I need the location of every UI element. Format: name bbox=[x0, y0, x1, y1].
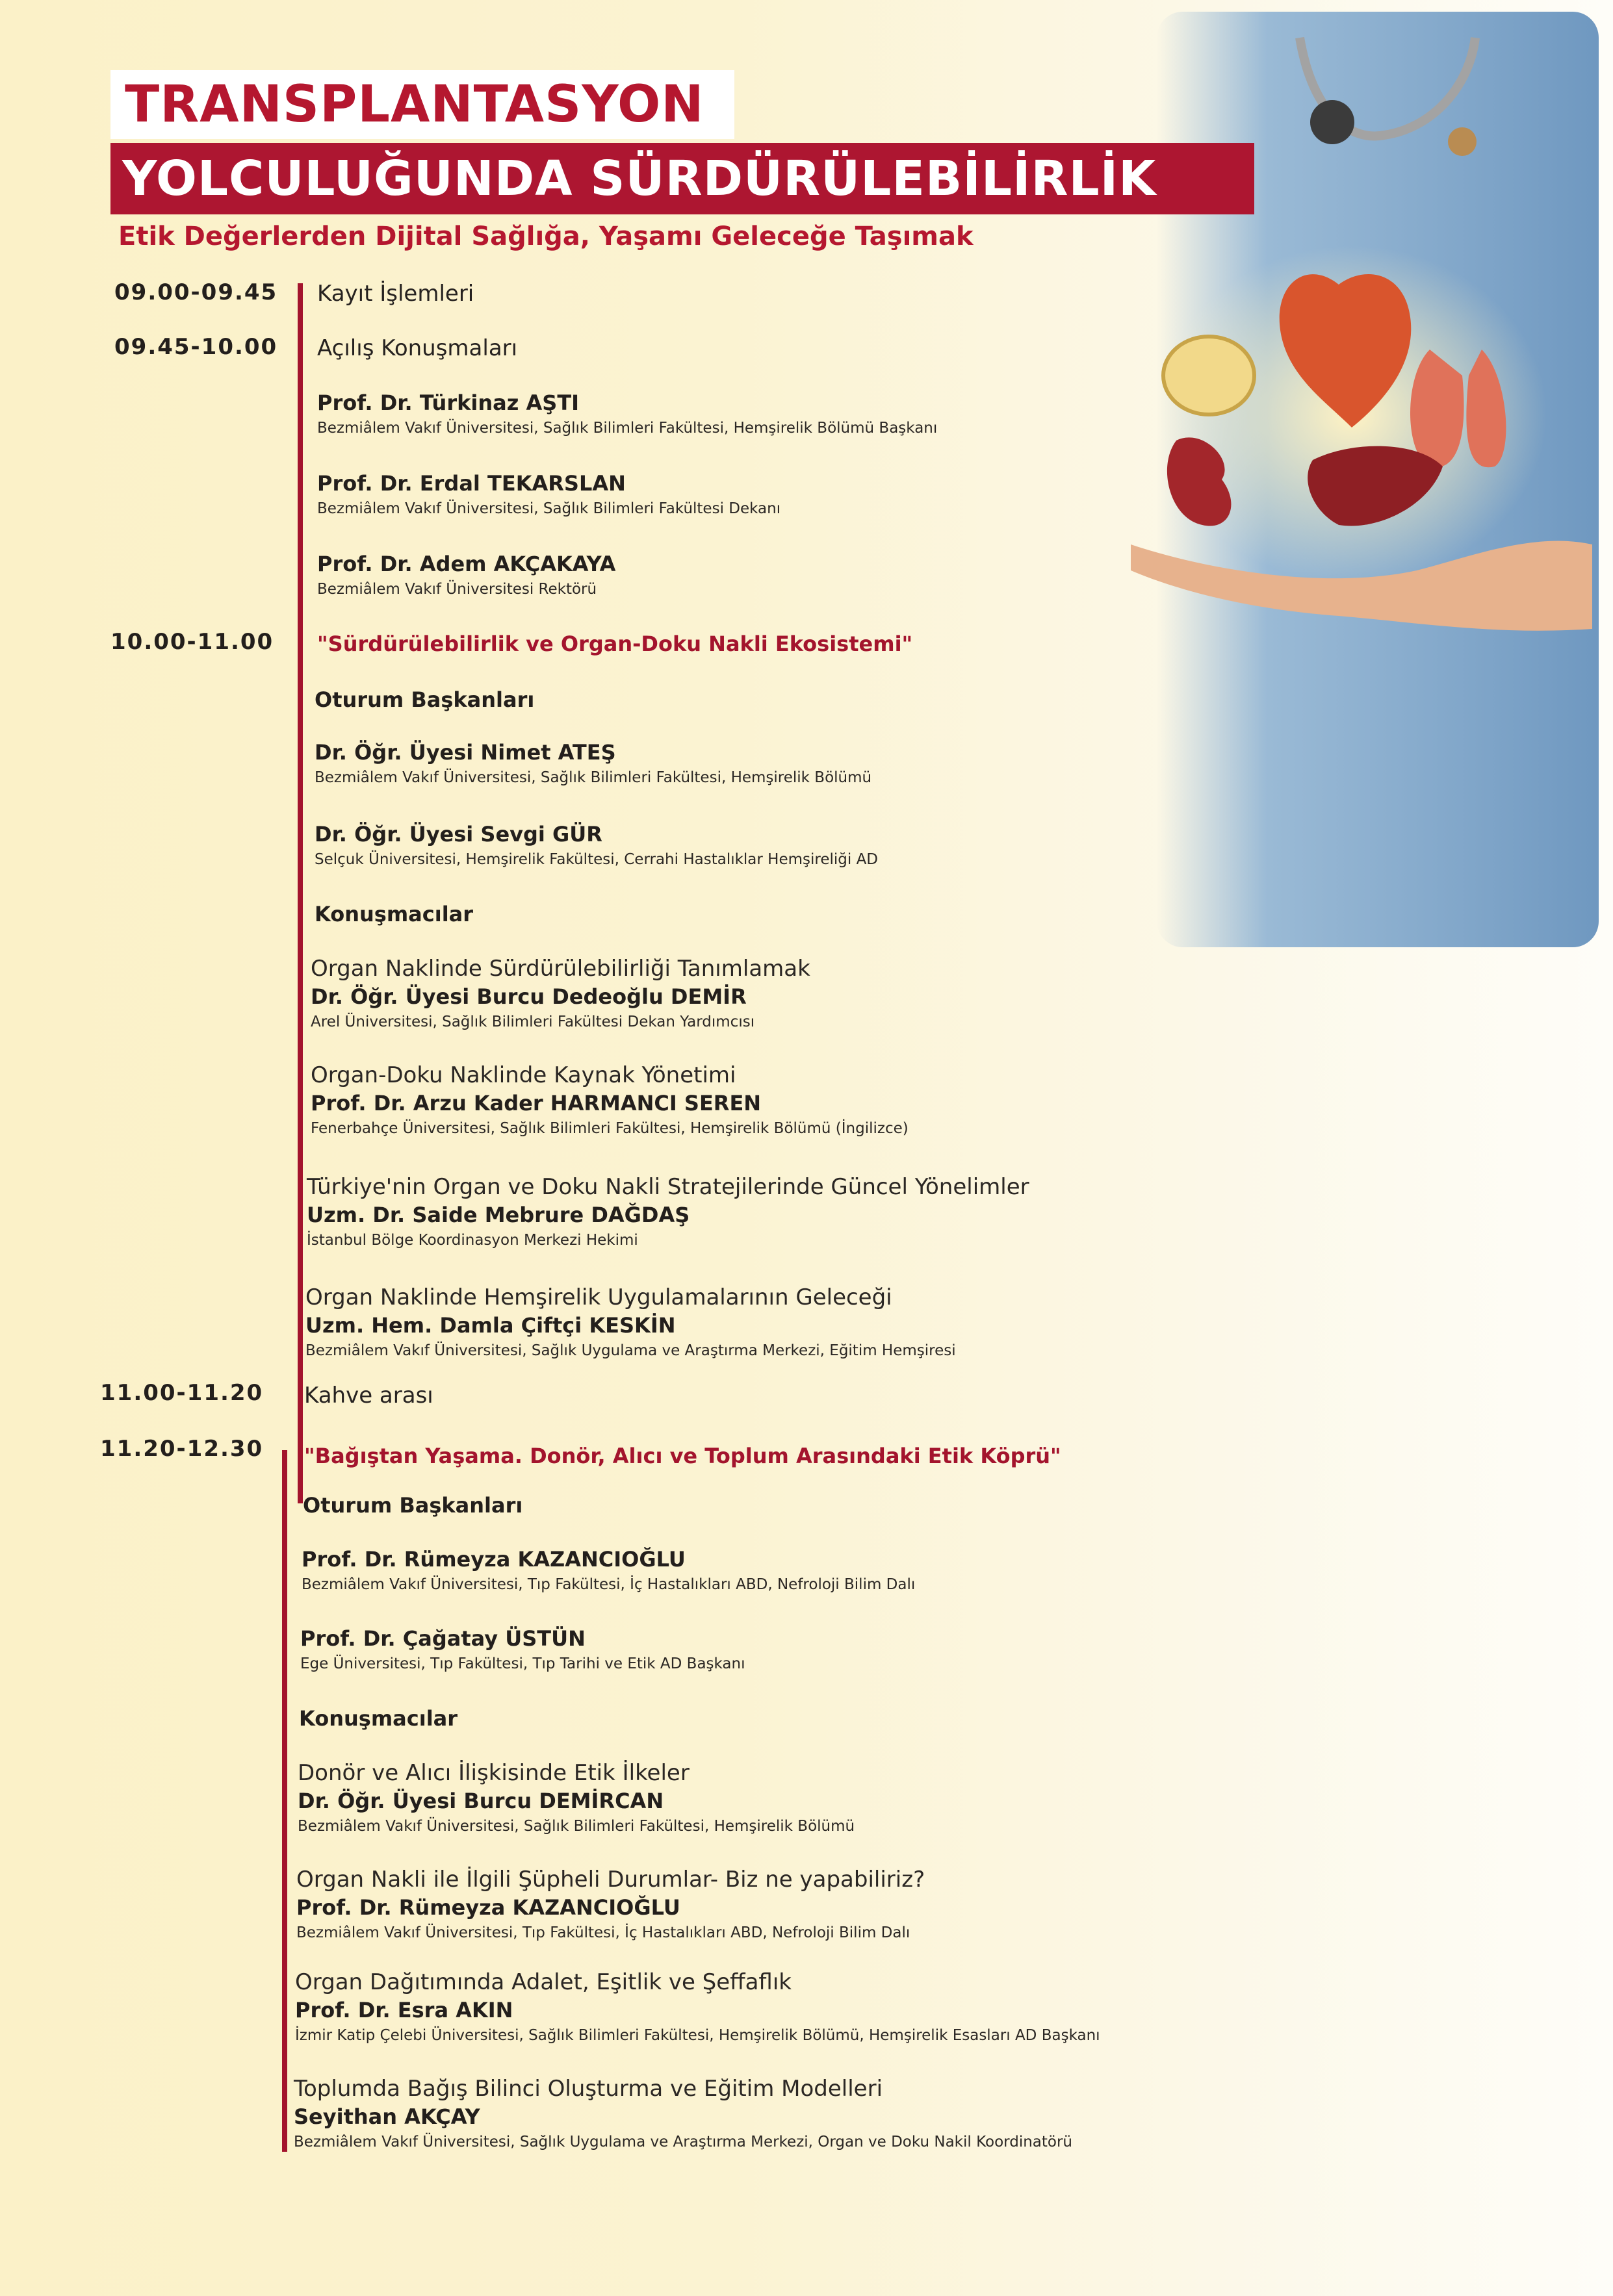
talk-topic: Türkiye'nin Organ ve Doku Nakli Stratejilerinde Güncel Yönelimler bbox=[307, 1174, 1029, 1200]
talk-topic: Organ Dağıtımında Adalet, Eşitlik ve Şeffaflık bbox=[295, 1969, 792, 1995]
talk-affiliation: Bezmiâlem Vakıf Üniversitesi, Sağlık Bilimleri Fakültesi, Hemşirelik Bölümü bbox=[298, 1818, 855, 1835]
talk-affiliation: Bezmiâlem Vakıf Üniversitesi, Tıp Fakültesi, İç Hastalıkları ABD, Nefroloji Bilim Dalı bbox=[296, 1924, 910, 1941]
talk-affiliation: Bezmiâlem Vakıf Üniversitesi, Sağlık Uygulama ve Araştırma Merkezi, Eğitim Hemşiresi bbox=[305, 1342, 956, 1359]
talk-speaker: Prof. Dr. Arzu Kader HARMANCI SEREN bbox=[311, 1091, 762, 1116]
subtitle: Etik Değerlerden Dijital Sağlığa, Yaşamı Geleceğe Taşımak bbox=[118, 222, 974, 251]
chairs-heading: Oturum Başkanları bbox=[303, 1493, 523, 1518]
chairs-heading: Oturum Başkanları bbox=[315, 687, 535, 712]
talk-speaker: Uzm. Hem. Damla Çiftçi KESKİN bbox=[305, 1313, 676, 1338]
speaker-affiliation: Bezmiâlem Vakıf Üniversitesi, Sağlık Bilimleri Fakültesi Dekanı bbox=[317, 500, 781, 517]
chair bbox=[302, 1545, 915, 1596]
title-line-1: TRANSPLANTASYON bbox=[110, 70, 734, 139]
chair bbox=[315, 738, 871, 789]
speaker-name: Prof. Dr. Adem AKÇAKAYA bbox=[317, 552, 616, 576]
talk-affiliation: Fenerbahçe Üniversitesi, Sağlık Bilimleri Fakültesi, Hemşirelik Bölümü (İngilizce) bbox=[311, 1120, 909, 1137]
talk-affiliation: İstanbul Bölge Koordinasyon Merkezi Hekimi bbox=[307, 1232, 638, 1249]
talk bbox=[298, 1759, 855, 1837]
chair bbox=[315, 820, 878, 871]
talk bbox=[305, 1284, 956, 1362]
talk bbox=[294, 2075, 1072, 2153]
talk-topic: Organ Naklinde Sürdürülebilirliği Tanımlamak bbox=[311, 956, 810, 982]
talk-affiliation: Bezmiâlem Vakıf Üniversitesi, Sağlık Uygulama ve Araştırma Merkezi, Organ ve Doku Nakil Koordinatörü bbox=[294, 2134, 1072, 2150]
talk-topic: Donör ve Alıcı İlişkisinde Etik İlkeler bbox=[298, 1760, 690, 1786]
talk-speaker: Uzm. Dr. Saide Mebrure DAĞDAŞ bbox=[307, 1203, 690, 1227]
talk-speaker: Dr. Öğr. Üyesi Burcu Dedeoğlu DEMİR bbox=[311, 984, 747, 1009]
chair-affiliation: Selçuk Üniversitesi, Hemşirelik Fakültesi, Cerrahi Hastalıklar Hemşireliği AD bbox=[315, 851, 879, 868]
time-slot: 09.45-10.00 bbox=[114, 334, 278, 360]
talk-topic: Toplumda Bağış Bilinci Oluşturma ve Eğitim Modelleri bbox=[294, 2076, 883, 2102]
chair-name: Dr. Öğr. Üyesi Sevgi GÜR bbox=[315, 822, 602, 847]
eye-icon bbox=[1163, 337, 1254, 415]
session-title: "Sürdürülebilirlik ve Organ-Doku Nakli Ekosistemi" bbox=[317, 631, 913, 656]
talk-topic: Organ Naklinde Hemşirelik Uygulamalarının Geleceği bbox=[305, 1284, 892, 1310]
speakers-heading: Konuşmacılar bbox=[299, 1706, 458, 1731]
program-item: Açılış Konuşmaları bbox=[317, 335, 518, 361]
talk bbox=[311, 1062, 909, 1140]
speaker-name: Prof. Dr. Türkinaz AŞTI bbox=[317, 390, 580, 415]
timeline-divider-lower bbox=[282, 1450, 287, 2152]
chair bbox=[300, 1624, 745, 1675]
chair-name: Prof. Dr. Çağatay ÜSTÜN bbox=[300, 1626, 586, 1651]
speaker-affiliation: Bezmiâlem Vakıf Üniversitesi, Sağlık Bilimleri Fakültesi, Hemşirelik Bölümü Başkanı bbox=[317, 420, 938, 437]
talk-affiliation: Arel Üniversitesi, Sağlık Bilimleri Fakültesi Dekan Yardımcısı bbox=[311, 1014, 755, 1030]
time-slot: 11.20-12.30 bbox=[100, 1436, 264, 1462]
timeline-divider bbox=[298, 283, 303, 1503]
time-slot: 11.00-11.20 bbox=[100, 1380, 264, 1406]
program-item: Kahve arası bbox=[304, 1383, 433, 1409]
speaker bbox=[317, 469, 781, 520]
chair-name: Dr. Öğr. Üyesi Nimet ATEŞ bbox=[315, 740, 616, 765]
talk-topic: Organ-Doku Naklinde Kaynak Yönetimi bbox=[311, 1062, 736, 1088]
session-title: "Bağıştan Yaşama. Donör, Alıcı ve Toplum Arasındaki Etik Köprü" bbox=[304, 1444, 1061, 1468]
chair-affiliation: Ege Üniversitesi, Tıp Fakültesi, Tıp Tarihi ve Etik AD Başkanı bbox=[300, 1655, 745, 1672]
chair-name: Prof. Dr. Rümeyza KAZANCIOĞLU bbox=[302, 1547, 686, 1572]
talk bbox=[295, 1969, 1100, 2047]
talk-speaker: Prof. Dr. Esra AKIN bbox=[295, 1998, 513, 2022]
speaker-name: Prof. Dr. Erdal TEKARSLAN bbox=[317, 471, 626, 496]
talk bbox=[296, 1866, 925, 1944]
talk bbox=[307, 1173, 1029, 1251]
speaker bbox=[317, 389, 937, 439]
talk-speaker: Seyithan AKÇAY bbox=[294, 2104, 480, 2129]
time-slot: 09.00-09.45 bbox=[114, 279, 278, 305]
chair-affiliation: Bezmiâlem Vakıf Üniversitesi, Tıp Fakültesi, İç Hastalıkları ABD, Nefroloji Bilim Dalı bbox=[302, 1576, 916, 1593]
talk-speaker: Dr. Öğr. Üyesi Burcu DEMİRCAN bbox=[298, 1789, 664, 1813]
title-line-2: YOLCULUĞUNDA SÜRDÜRÜLEBİLİRLİK bbox=[110, 143, 1254, 214]
talk-topic: Organ Nakli ile İlgili Şüpheli Durumlar- Biz ne yapabiliriz? bbox=[296, 1867, 925, 1893]
talk bbox=[311, 955, 810, 1033]
speaker bbox=[317, 550, 615, 600]
talk-speaker: Prof. Dr. Rümeyza KAZANCIOĞLU bbox=[296, 1895, 680, 1920]
chair-affiliation: Bezmiâlem Vakıf Üniversitesi, Sağlık Bilimleri Fakültesi, Hemşirelik Bölümü bbox=[315, 769, 872, 786]
talk-affiliation: İzmir Katip Çelebi Üniversitesi, Sağlık Bilimleri Fakültesi, Hemşirelik Bölümü, Hemşirelik Esasları AD Başkanı bbox=[295, 2027, 1100, 2044]
time-slot: 10.00-11.00 bbox=[110, 629, 274, 655]
speakers-heading: Konuşmacılar bbox=[315, 902, 474, 926]
speaker-affiliation: Bezmiâlem Vakıf Üniversitesi Rektörü bbox=[317, 581, 597, 598]
program-item: Kayıt İşlemleri bbox=[317, 281, 474, 307]
